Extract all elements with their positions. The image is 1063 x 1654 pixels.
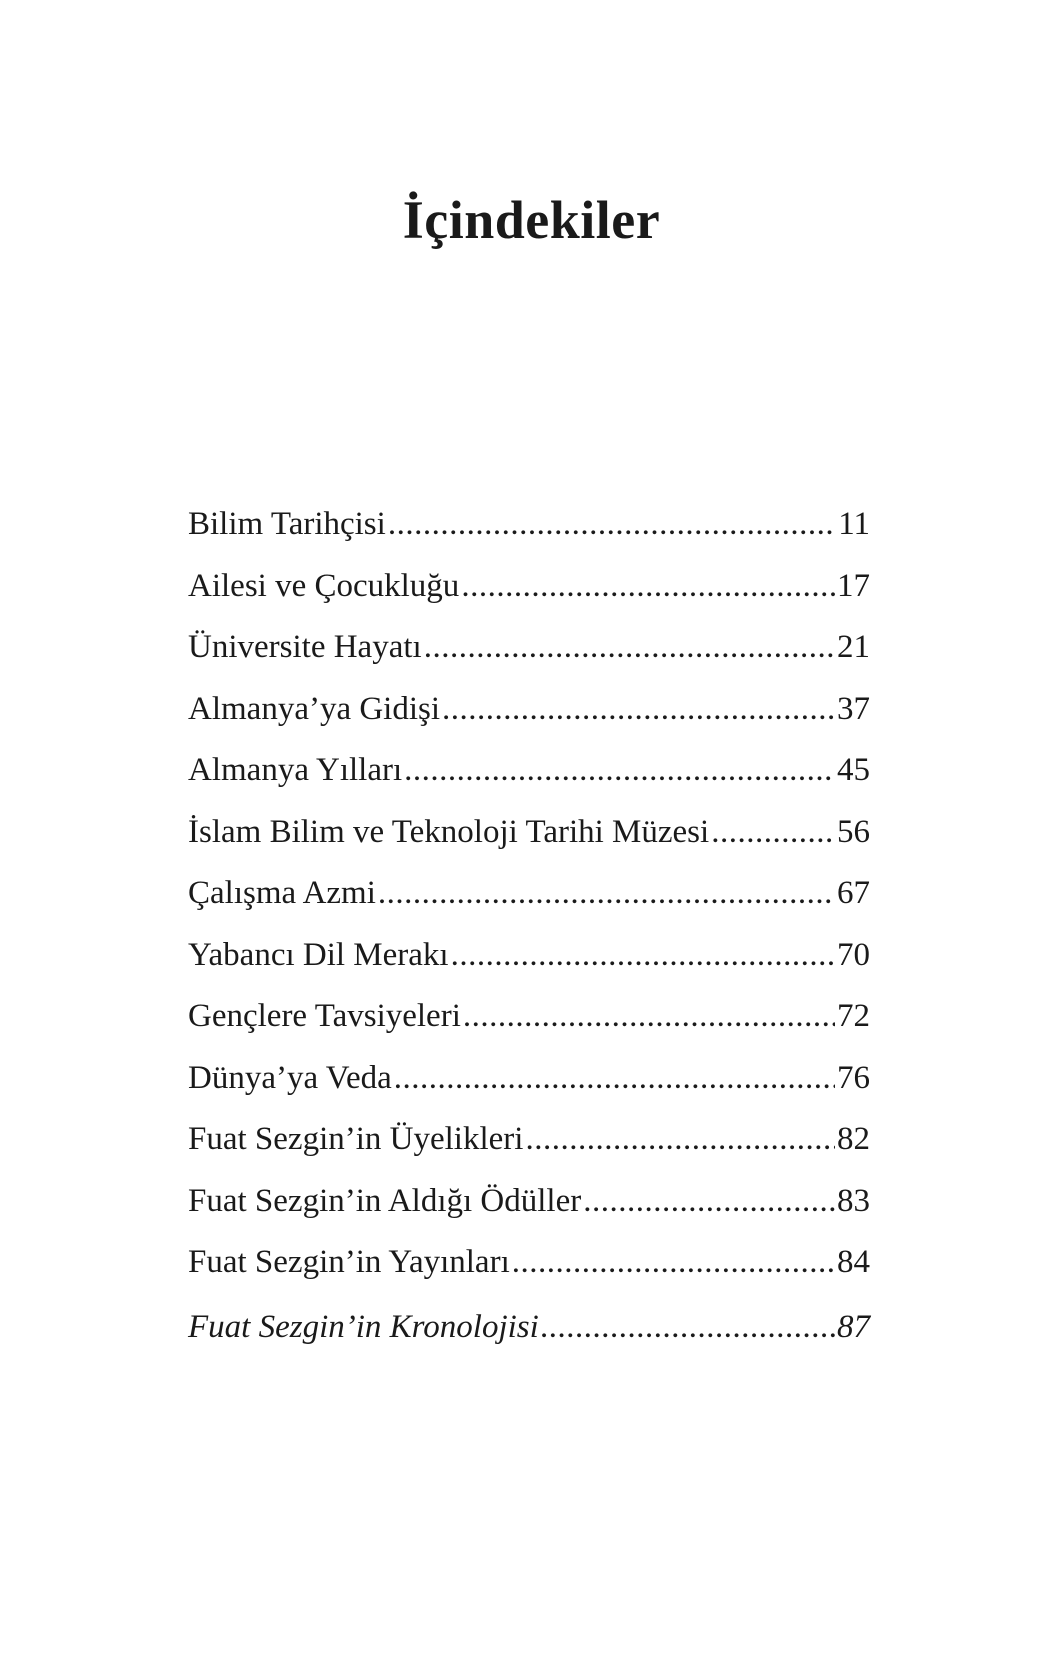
toc-entry-label: Fuat Sezgin’in Kronolojisi [188, 1309, 539, 1345]
page-title: İçindekiler [402, 190, 661, 250]
toc-entry-label: Üniversite Hayatı [188, 629, 422, 665]
toc-entry-page-number: 56 [837, 813, 870, 850]
toc-entry-aldigi-oduller[interactable] [188, 1171, 870, 1233]
dot-leader [463, 986, 835, 1048]
toc-entry-calisma-azmi[interactable] [188, 863, 870, 925]
dot-leader [711, 802, 835, 864]
toc-entry-label: Dünya’ya Veda [188, 1059, 392, 1096]
toc-entry-label: Almanya’ya Gidişi [188, 690, 441, 727]
toc-entry-label: Fuat Sezgin’in Üyelikleri [188, 1121, 524, 1157]
toc-entry-yayinlari[interactable] [188, 1232, 870, 1294]
toc-entry-dunyaya-veda[interactable] [188, 1048, 870, 1110]
toc-entry-almanyaya-gidisi[interactable] [188, 679, 870, 741]
toc-entry-page-number: 70 [837, 936, 870, 973]
toc-entry-page-number: 17 [837, 567, 870, 604]
dot-leader [541, 1297, 835, 1359]
toc-entry-page-number: 87 [837, 1309, 870, 1345]
toc-entry-yabanci-dil-meraki[interactable] [188, 925, 870, 987]
toc-entry-label: Gençlere Tavsiyeleri [188, 998, 461, 1034]
toc-entry-label: Çalışma Azmi [188, 875, 376, 911]
toc-entry-label: Yabancı Dil Merakı [188, 936, 449, 973]
toc-entry-ailesi-ve-cocuklugu[interactable] [188, 556, 870, 618]
toc-entry-label: Bilim Tarihçisi [188, 506, 386, 542]
dot-leader [388, 494, 836, 556]
toc-entry-genclere-tavsiyeleri[interactable] [188, 986, 870, 1048]
toc-entry-page-number: 67 [837, 875, 870, 911]
toc-entry-label: Fuat Sezgin’in Yayınları [188, 1244, 510, 1280]
dot-leader [451, 925, 835, 987]
dot-leader [512, 1232, 835, 1294]
dot-leader [404, 740, 835, 802]
toc-entry-page-number: 11 [838, 506, 870, 542]
dot-leader [583, 1171, 835, 1233]
toc-entry-almanya-yillari[interactable] [188, 740, 870, 802]
toc-entry-islam-bilim-muzesi[interactable] [188, 802, 870, 864]
toc-entry-page-number: 37 [837, 690, 870, 727]
toc-entry-label: Fuat Sezgin’in Aldığı Ödüller [188, 1182, 582, 1219]
toc-entry-page-number: 84 [837, 1244, 870, 1280]
toc-entry-kronolojisi[interactable] [188, 1297, 870, 1359]
toc-entry-bilim-tarihcisi[interactable] [188, 494, 870, 556]
dot-leader [461, 556, 835, 618]
dot-leader [424, 617, 835, 679]
toc-entry-page-number: 45 [837, 752, 870, 788]
table-of-contents [188, 494, 870, 1294]
dot-leader [378, 863, 835, 925]
toc-entry-page-number: 72 [837, 998, 870, 1034]
toc-entry-uyelikleri[interactable] [188, 1109, 870, 1171]
toc-entry-label: İslam Bilim ve Teknoloji Tarihi Müzesi [188, 813, 710, 850]
toc-entry-page-number: 76 [837, 1059, 870, 1096]
toc-entry-universite-hayati[interactable] [188, 617, 870, 679]
toc-entry-label: Ailesi ve Çocukluğu [188, 567, 460, 604]
toc-entry-page-number: 83 [837, 1182, 870, 1219]
toc-entry-page-number: 82 [837, 1121, 870, 1157]
toc-entry-label: Almanya Yılları [188, 752, 403, 788]
dot-leader [442, 679, 835, 741]
dot-leader [394, 1048, 835, 1110]
dot-leader [525, 1109, 835, 1171]
toc-entry-page-number: 21 [837, 629, 870, 665]
